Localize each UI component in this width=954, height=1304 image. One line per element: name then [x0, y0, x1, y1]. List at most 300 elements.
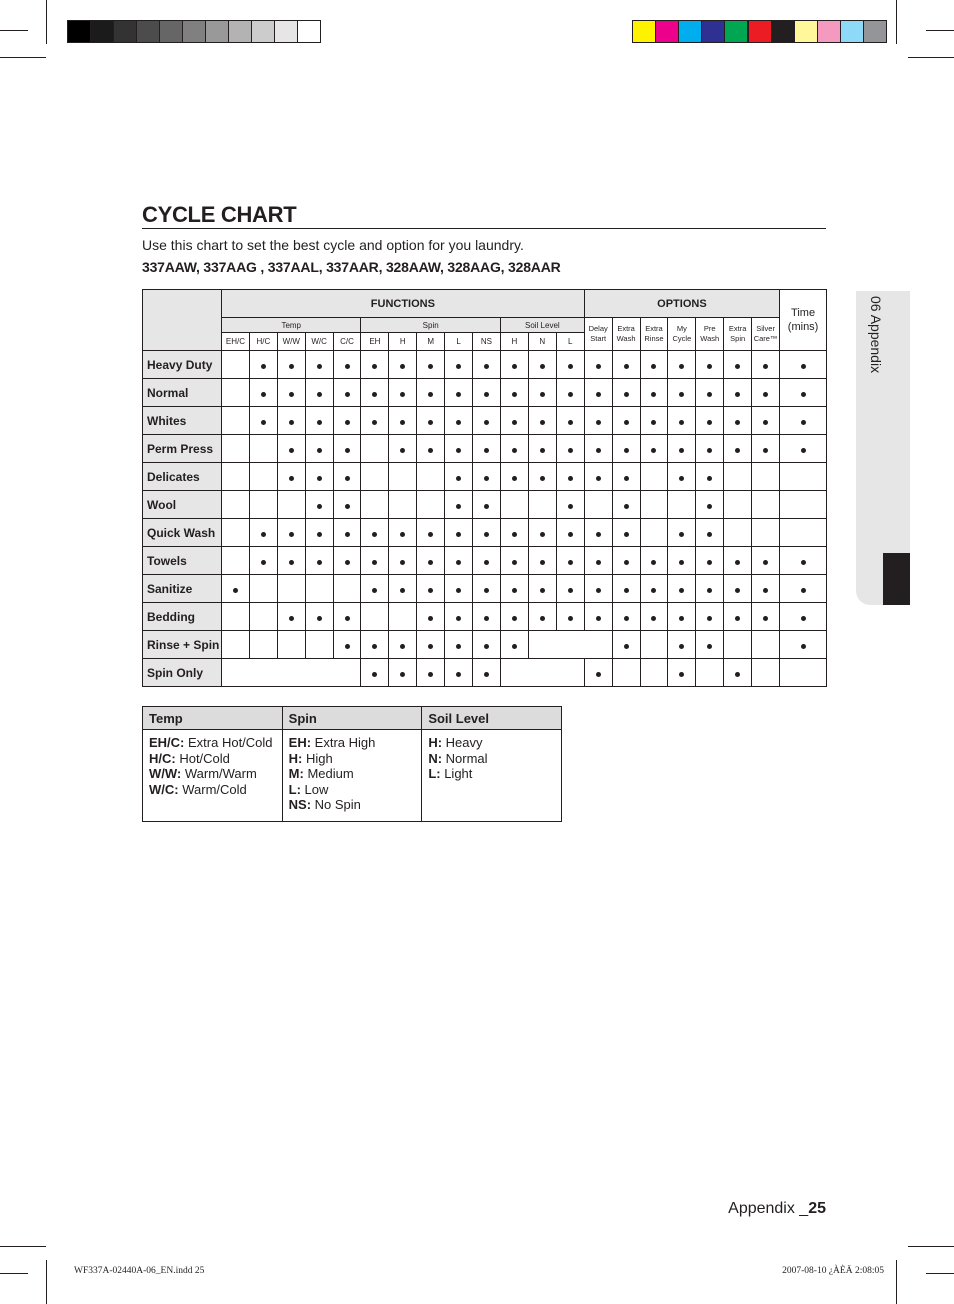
- bullet-icon: [596, 420, 601, 425]
- bullet-icon: [624, 560, 629, 565]
- merged-empty-cell: [222, 659, 361, 687]
- bullet-icon: [763, 588, 768, 593]
- bullet-icon: [596, 448, 601, 453]
- bullet-icon: [540, 616, 545, 621]
- cycle-name: Spin Only: [143, 659, 222, 687]
- applicable-cell: [445, 351, 473, 379]
- empty-cell: [249, 463, 277, 491]
- legend-code: H:: [288, 750, 303, 766]
- bullet-icon: [707, 392, 712, 397]
- applicable-cell: [668, 575, 696, 603]
- applicable-cell: [500, 407, 528, 435]
- bullet-icon: [484, 672, 489, 677]
- applicable-cell: [724, 351, 752, 379]
- bullet-icon: [428, 672, 433, 677]
- process-swatch: [724, 20, 748, 43]
- empty-cell: [361, 463, 389, 491]
- bullet-icon: [400, 560, 405, 565]
- bullet-icon: [317, 476, 322, 481]
- bullet-icon: [651, 392, 656, 397]
- bullet-icon: [456, 588, 461, 593]
- legend-header-soil-level: Soil Level: [422, 707, 562, 730]
- applicable-cell: [361, 631, 389, 659]
- legend-meaning: Low: [300, 781, 329, 797]
- applicable-cell: [528, 463, 556, 491]
- applicable-cell: [668, 435, 696, 463]
- applicable-cell: [668, 659, 696, 687]
- applicable-cell: [556, 463, 584, 491]
- applicable-cell: [640, 351, 668, 379]
- applicable-cell: [696, 351, 724, 379]
- bullet-icon: [456, 364, 461, 369]
- empty-cell: [333, 575, 361, 603]
- empty-cell: [389, 491, 417, 519]
- page-number: 25: [808, 1200, 826, 1217]
- empty-cell: [780, 519, 827, 547]
- empty-cell: [222, 407, 250, 435]
- applicable-cell: [752, 379, 780, 407]
- bullet-icon: [261, 420, 266, 425]
- bullet-icon: [596, 672, 601, 677]
- applicable-cell: [445, 519, 473, 547]
- applicable-cell: [696, 631, 724, 659]
- empty-cell: [780, 491, 827, 519]
- process-swatch: [794, 20, 818, 43]
- legend-code: H/C:: [149, 750, 176, 766]
- cycle-name: Whites: [143, 407, 222, 435]
- empty-cell: [640, 519, 668, 547]
- empty-cell: [612, 659, 640, 687]
- applicable-cell: [696, 519, 724, 547]
- bullet-icon: [568, 392, 573, 397]
- bullet-icon: [679, 588, 684, 593]
- applicable-cell: [277, 519, 305, 547]
- function-column-header: L: [445, 333, 473, 351]
- applicable-cell: [668, 351, 696, 379]
- table-row: [143, 547, 827, 575]
- empty-cell: [780, 463, 827, 491]
- option-column-header: Delay Start: [584, 318, 612, 351]
- bullet-icon: [456, 616, 461, 621]
- option-column-header: My Cycle: [668, 318, 696, 351]
- table-row: [143, 351, 827, 379]
- applicable-cell: [780, 435, 827, 463]
- empty-cell: [361, 603, 389, 631]
- applicable-cell: [500, 575, 528, 603]
- applicable-cell: [612, 351, 640, 379]
- applicable-cell: [780, 351, 827, 379]
- legend-meaning: Hot/Cold: [175, 750, 230, 766]
- legend-header-spin: Spin: [282, 707, 422, 730]
- applicable-cell: [389, 631, 417, 659]
- applicable-cell: [361, 547, 389, 575]
- bullet-icon: [345, 392, 350, 397]
- crop-mark: [0, 30, 28, 31]
- applicable-cell: [556, 379, 584, 407]
- legend-header-temp: Temp: [143, 707, 283, 730]
- gray-swatch: [113, 20, 137, 43]
- bullet-icon: [624, 448, 629, 453]
- empty-cell: [222, 435, 250, 463]
- applicable-cell: [305, 491, 333, 519]
- bullet-icon: [679, 560, 684, 565]
- gray-swatch: [274, 20, 298, 43]
- gray-swatch: [67, 20, 91, 43]
- gray-swatch: [136, 20, 160, 43]
- applicable-cell: [473, 351, 501, 379]
- bullet-icon: [484, 532, 489, 537]
- applicable-cell: [724, 407, 752, 435]
- bullet-icon: [763, 364, 768, 369]
- empty-cell: [389, 603, 417, 631]
- legend-entry: [428, 735, 555, 751]
- bullet-icon: [261, 532, 266, 537]
- bullet-icon: [801, 420, 806, 425]
- applicable-cell: [724, 379, 752, 407]
- bullet-icon: [801, 588, 806, 593]
- bullet-icon: [679, 672, 684, 677]
- applicable-cell: [333, 519, 361, 547]
- bullet-icon: [540, 364, 545, 369]
- applicable-cell: [584, 379, 612, 407]
- applicable-cell: [696, 379, 724, 407]
- applicable-cell: [305, 351, 333, 379]
- bullet-icon: [801, 448, 806, 453]
- empty-cell: [780, 659, 827, 687]
- applicable-cell: [417, 603, 445, 631]
- footer-section: Appendix _: [728, 1200, 809, 1217]
- legend-entry: [289, 782, 416, 798]
- table-row: [143, 631, 827, 659]
- empty-cell: [724, 491, 752, 519]
- bullet-icon: [317, 560, 322, 565]
- bullet-icon: [540, 448, 545, 453]
- bullet-icon: [801, 616, 806, 621]
- bullet-icon: [484, 560, 489, 565]
- bullet-icon: [735, 588, 740, 593]
- applicable-cell: [780, 575, 827, 603]
- legend-entry: [149, 735, 276, 751]
- legend-code: EH/C:: [149, 735, 185, 750]
- process-swatch: [840, 20, 864, 43]
- applicable-cell: [361, 407, 389, 435]
- applicable-cell: [417, 379, 445, 407]
- bullet-icon: [512, 392, 517, 397]
- bullet-icon: [484, 476, 489, 481]
- bullet-icon: [261, 392, 266, 397]
- applicable-cell: [612, 407, 640, 435]
- function-column-header: H/C: [249, 333, 277, 351]
- bullet-icon: [261, 364, 266, 369]
- bullet-icon: [317, 448, 322, 453]
- function-column-header: EH/C: [222, 333, 250, 351]
- option-column-header: Extra Spin: [724, 318, 752, 351]
- bullet-icon: [428, 588, 433, 593]
- empty-cell: [640, 491, 668, 519]
- empty-cell: [222, 463, 250, 491]
- option-column-header: Silver Care™: [752, 318, 780, 351]
- bullet-icon: [428, 364, 433, 369]
- model-list: 337AAW, 337AAG , 337AAL, 337AAR, 328AAW, 328AAG, 328AAR: [142, 259, 561, 275]
- legend-entry: [428, 766, 555, 782]
- bullet-icon: [624, 588, 629, 593]
- applicable-cell: [389, 351, 417, 379]
- bullet-icon: [345, 448, 350, 453]
- applicable-cell: [556, 575, 584, 603]
- bullet-icon: [428, 532, 433, 537]
- bullet-icon: [512, 560, 517, 565]
- bullet-icon: [484, 616, 489, 621]
- legend-entry: [149, 751, 276, 767]
- bullet-icon: [456, 560, 461, 565]
- applicable-cell: [584, 603, 612, 631]
- applicable-cell: [752, 407, 780, 435]
- bullet-icon: [540, 420, 545, 425]
- function-column-header: N: [528, 333, 556, 351]
- bullet-icon: [679, 616, 684, 621]
- function-column-header: NS: [473, 333, 501, 351]
- bullet-icon: [484, 588, 489, 593]
- bullet-icon: [624, 476, 629, 481]
- bullet-icon: [289, 560, 294, 565]
- legend-code: L:: [288, 781, 301, 797]
- applicable-cell: [473, 631, 501, 659]
- bullet-icon: [679, 644, 684, 649]
- applicable-cell: [249, 351, 277, 379]
- bullet-icon: [735, 560, 740, 565]
- applicable-cell: [333, 351, 361, 379]
- bullet-icon: [512, 616, 517, 621]
- applicable-cell: [780, 631, 827, 659]
- cycle-chart-table: [142, 289, 827, 687]
- applicable-cell: [556, 519, 584, 547]
- applicable-cell: [473, 491, 501, 519]
- title-divider: [142, 228, 826, 229]
- bullet-icon: [345, 644, 350, 649]
- function-column-header: W/C: [305, 333, 333, 351]
- empty-cell: [752, 519, 780, 547]
- legend-entry: [289, 766, 416, 782]
- page-title: CYCLE CHART: [142, 202, 297, 227]
- legend-code: NS:: [288, 797, 312, 813]
- bullet-icon: [428, 392, 433, 397]
- legend-entry: [289, 735, 416, 751]
- bullet-icon: [233, 588, 238, 593]
- functions-header: FUNCTIONS: [222, 290, 585, 318]
- applicable-cell: [445, 631, 473, 659]
- bullet-icon: [624, 532, 629, 537]
- bullet-icon: [568, 616, 573, 621]
- function-column-header: W/W: [277, 333, 305, 351]
- applicable-cell: [417, 351, 445, 379]
- legend-meaning: Heavy: [442, 735, 483, 750]
- bullet-icon: [568, 420, 573, 425]
- empty-cell: [752, 491, 780, 519]
- empty-cell: [724, 463, 752, 491]
- intro-text: Use this chart to set the best cycle and option for you laundry.: [142, 237, 524, 253]
- bullet-icon: [707, 560, 712, 565]
- bullet-icon: [512, 532, 517, 537]
- bullet-icon: [512, 420, 517, 425]
- applicable-cell: [696, 463, 724, 491]
- bullet-icon: [568, 448, 573, 453]
- bullet-icon: [484, 644, 489, 649]
- legend-code: W/C:: [149, 781, 179, 797]
- empty-cell: [249, 631, 277, 659]
- applicable-cell: [668, 603, 696, 631]
- process-swatch: [678, 20, 702, 43]
- bullet-icon: [372, 588, 377, 593]
- bullet-icon: [735, 672, 740, 677]
- applicable-cell: [445, 547, 473, 575]
- applicable-cell: [528, 575, 556, 603]
- bullet-icon: [484, 420, 489, 425]
- applicable-cell: [528, 379, 556, 407]
- applicable-cell: [277, 547, 305, 575]
- applicable-cell: [500, 351, 528, 379]
- bullet-icon: [651, 420, 656, 425]
- applicable-cell: [640, 547, 668, 575]
- empty-cell: [696, 659, 724, 687]
- bullet-icon: [540, 476, 545, 481]
- legend-code: M:: [288, 766, 304, 782]
- bullet-icon: [456, 672, 461, 677]
- bullet-icon: [372, 672, 377, 677]
- bullet-icon: [372, 532, 377, 537]
- bullet-icon: [484, 364, 489, 369]
- legend-meaning: High: [302, 750, 333, 766]
- merged-empty-cell: [500, 659, 584, 687]
- bullet-icon: [540, 588, 545, 593]
- bullet-icon: [679, 420, 684, 425]
- empty-cell: [249, 491, 277, 519]
- crop-mark: [46, 0, 47, 44]
- empty-cell: [222, 603, 250, 631]
- bullet-icon: [512, 448, 517, 453]
- applicable-cell: [640, 603, 668, 631]
- applicable-cell: [584, 463, 612, 491]
- applicable-cell: [724, 575, 752, 603]
- bullet-icon: [651, 448, 656, 453]
- bullet-icon: [317, 504, 322, 509]
- gray-swatch: [251, 20, 275, 43]
- process-swatch: [863, 20, 887, 43]
- legend-meaning: Warm/Cold: [178, 781, 247, 797]
- applicable-cell: [612, 547, 640, 575]
- applicable-cell: [305, 547, 333, 575]
- applicable-cell: [528, 407, 556, 435]
- bullet-icon: [317, 364, 322, 369]
- bullet-icon: [568, 504, 573, 509]
- crop-mark: [908, 1246, 954, 1247]
- bullet-icon: [679, 476, 684, 481]
- applicable-cell: [445, 407, 473, 435]
- applicable-cell: [752, 547, 780, 575]
- bullet-icon: [428, 420, 433, 425]
- bullet-icon: [707, 476, 712, 481]
- legend-code: W/W:: [149, 766, 182, 782]
- applicable-cell: [417, 547, 445, 575]
- bullet-icon: [345, 364, 350, 369]
- applicable-cell: [249, 379, 277, 407]
- bullet-icon: [372, 364, 377, 369]
- empty-cell: [528, 491, 556, 519]
- empty-cell: [222, 519, 250, 547]
- slug-timestamp: 2007-08-10 ¿ÀÈÄ 2:08:05: [782, 1266, 884, 1276]
- legend-soil-cell: [422, 730, 562, 822]
- gray-swatch: [228, 20, 252, 43]
- applicable-cell: [305, 463, 333, 491]
- bullet-icon: [512, 644, 517, 649]
- legend-entry: [289, 751, 416, 767]
- applicable-cell: [528, 351, 556, 379]
- applicable-cell: [389, 407, 417, 435]
- empty-cell: [724, 631, 752, 659]
- bullet-icon: [289, 364, 294, 369]
- applicable-cell: [612, 463, 640, 491]
- applicable-cell: [668, 631, 696, 659]
- bullet-icon: [484, 392, 489, 397]
- applicable-cell: [640, 575, 668, 603]
- bullet-icon: [456, 448, 461, 453]
- cycle-name: Rinse + Spin: [143, 631, 222, 659]
- applicable-cell: [222, 575, 250, 603]
- applicable-cell: [612, 491, 640, 519]
- bullet-icon: [512, 476, 517, 481]
- applicable-cell: [500, 631, 528, 659]
- merged-empty-cell: [528, 631, 612, 659]
- empty-cell: [222, 379, 250, 407]
- applicable-cell: [277, 407, 305, 435]
- cycle-name: Towels: [143, 547, 222, 575]
- empty-cell: [361, 435, 389, 463]
- gray-swatch: [182, 20, 206, 43]
- legend-meaning: Warm/Warm: [181, 766, 257, 782]
- applicable-cell: [305, 407, 333, 435]
- cycle-name: Perm Press: [143, 435, 222, 463]
- empty-cell: [389, 463, 417, 491]
- applicable-cell: [500, 519, 528, 547]
- legend-code: EH:: [288, 735, 312, 750]
- crop-mark: [926, 30, 954, 31]
- applicable-cell: [473, 519, 501, 547]
- bullet-icon: [735, 616, 740, 621]
- applicable-cell: [612, 379, 640, 407]
- table-row: [143, 659, 827, 687]
- applicable-cell: [389, 379, 417, 407]
- bullet-icon: [345, 476, 350, 481]
- applicable-cell: [473, 379, 501, 407]
- empty-cell: [417, 491, 445, 519]
- applicable-cell: [361, 379, 389, 407]
- legend-meaning: No Spin: [311, 797, 361, 813]
- applicable-cell: [305, 603, 333, 631]
- applicable-cell: [333, 631, 361, 659]
- applicable-cell: [528, 547, 556, 575]
- applicable-cell: [473, 435, 501, 463]
- table-row: [143, 407, 827, 435]
- applicable-cell: [752, 435, 780, 463]
- crop-mark: [926, 1273, 954, 1274]
- applicable-cell: [584, 407, 612, 435]
- bullet-icon: [624, 364, 629, 369]
- applicable-cell: [584, 435, 612, 463]
- bullet-icon: [540, 392, 545, 397]
- crop-mark: [46, 1260, 47, 1304]
- crop-mark: [0, 57, 46, 58]
- bullet-icon: [484, 504, 489, 509]
- applicable-cell: [473, 603, 501, 631]
